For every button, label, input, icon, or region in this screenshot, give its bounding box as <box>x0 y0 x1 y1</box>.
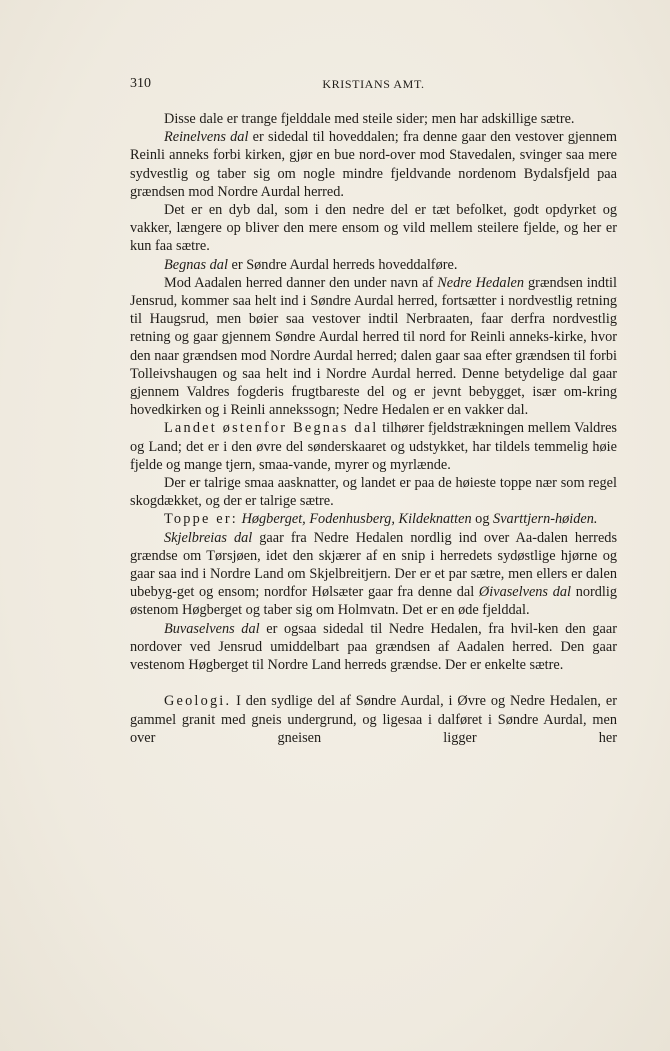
running-title: KRISTIANS AMT. <box>322 77 425 91</box>
dal-name: Buvaselvens dal <box>164 620 260 637</box>
spaced-heading: Landet østenfor Begnas dal <box>164 420 379 437</box>
dal-name: Øivaselvens dal <box>478 584 571 601</box>
text-span: er ogsaa sidedal til Nedre Hedalen, fra hvil-ken den gaar nordover ved Jensrud umiddelbart paa grændsen af Aadalen herred. Den gaar vestenom Høgberget til Nordre Land herreds grændse. Der er enkelte sætre. <box>130 620 617 674</box>
paragraph-geologi <box>130 692 617 747</box>
paragraph-toppe <box>130 510 617 528</box>
page-number: 310 <box>130 76 151 91</box>
text-span: gaar fra Nedre Hedalen nordlig ind over Aa-dalen herreds grændse om Tørsjøen, idet den skjærer af en snip i herredets sydøstlige hjørne og gaar saa ind i Nordre Land om Skjelbreitjern. Der er et par sætre, men ellers er dalen ubebyg-get og ensom; nordfor Hølsæter gaar fra denne dal <box>130 529 618 601</box>
text-span: Der er talrige smaa aasknatter, og landet er paa de høieste toppe nær som regel skogdækket, og der er talrige sætre. <box>130 475 617 510</box>
paragraph-dale-description <box>130 110 617 128</box>
paragraph-begnas-dal <box>130 256 617 274</box>
paragraph-aasknatter <box>130 474 617 510</box>
text-span: nordlig østenom Høgberget og taber sig om Holmvatn. Det er en øde fjelddal. <box>130 584 617 619</box>
paragraph-skjelbreias-dal <box>130 529 617 620</box>
dal-name: Reinelvens dal <box>164 129 249 146</box>
dal-name: Skjelbreias dal <box>164 529 253 546</box>
body-text <box>130 110 617 747</box>
peak-names: Høgberget, Fodenhusberg, Kildeknatten <box>241 511 472 528</box>
paragraph-reinelvens-dal <box>130 128 617 201</box>
peak-names: Svarttjern-høiden. <box>493 511 598 528</box>
text-span: Det er en dyb dal, som i den nedre del er tæt befolket, godt opdyrket og vakker, længere op bliver den mere ensom og vild mellem steilere fjelde, og her er kun faa sætre. <box>130 202 617 255</box>
paragraph-landet-ostenfor <box>130 419 617 474</box>
text-span: er sidedal til hoveddalen; fra denne gaar den vestover gjennem Reinli anneks forbi kirken, gjør en bue nord-over mod Stavedalen, svinger saa mere sydvestlig og taber sig om nogle mindre fjeldvande nordenom Bydalsfjeld paa grændsen mod Nordre Aurdal herred. <box>130 129 617 200</box>
text-span: Disse dale er trange fjelddale med steile sider; men har adskillige sætre. <box>164 111 575 127</box>
page-header <box>130 76 617 96</box>
text-span: Mod Aadalen herred danner den under navn af <box>164 274 438 291</box>
paragraph-dyb-dal <box>130 201 617 256</box>
text-span: tilhører fjeldstrækningen mellem Valdres og Land; det er i den øvre del sønderskaaret og udstykket, har tildels temmelig høie fjelde og mange tjern, smaa-vande, myrer og myrlænde. <box>130 420 617 473</box>
paragraph-buvaselvens-dal <box>130 620 617 675</box>
paragraph-nedre-hedalen <box>130 274 617 420</box>
text-span: grændsen indtil Jensrud, kommer saa helt ind i Søndre Aurdal herred, fortsætter i nordvestlig retning til Haugsrud, men bøier saa vestover indtil Nerbraaten, faar derfra nordvestlig retning og gaar gjennem Søndre Aurdal herred til nord for Reinli anneks-kirke, hvor den naar grændsen mod Nordre Aurdal herred; dalen gaar saa efter grændsen til forbi Tolleivshaugen og saa helt ind i Nordre Aurdal herred. Denne betydelige dal gaar gjennem Valdres fogderis frugtbareste del og er jevnt bebygget, især om-kring hovedkirken og i Reinli annekssogn; Nedre Hedalen er en vakker dal. <box>130 274 617 419</box>
text-span: I den sydlige del af Søndre Aurdal, i Øvre og Nedre Hedalen, er gammel granit med gneis undergrund, og ligesaa i dalføret i Søndre Aurdal, men over gneisen ligger her <box>130 693 617 746</box>
text-span: er Søndre Aurdal herreds hoveddalføre. <box>227 256 458 273</box>
dal-name: Begnas dal <box>164 256 228 273</box>
text-span: og <box>471 511 494 528</box>
dal-name: Nedre Hedalen <box>437 274 525 291</box>
spaced-heading: Geologi. <box>164 693 232 710</box>
spaced-heading: Toppe er: <box>164 511 238 528</box>
